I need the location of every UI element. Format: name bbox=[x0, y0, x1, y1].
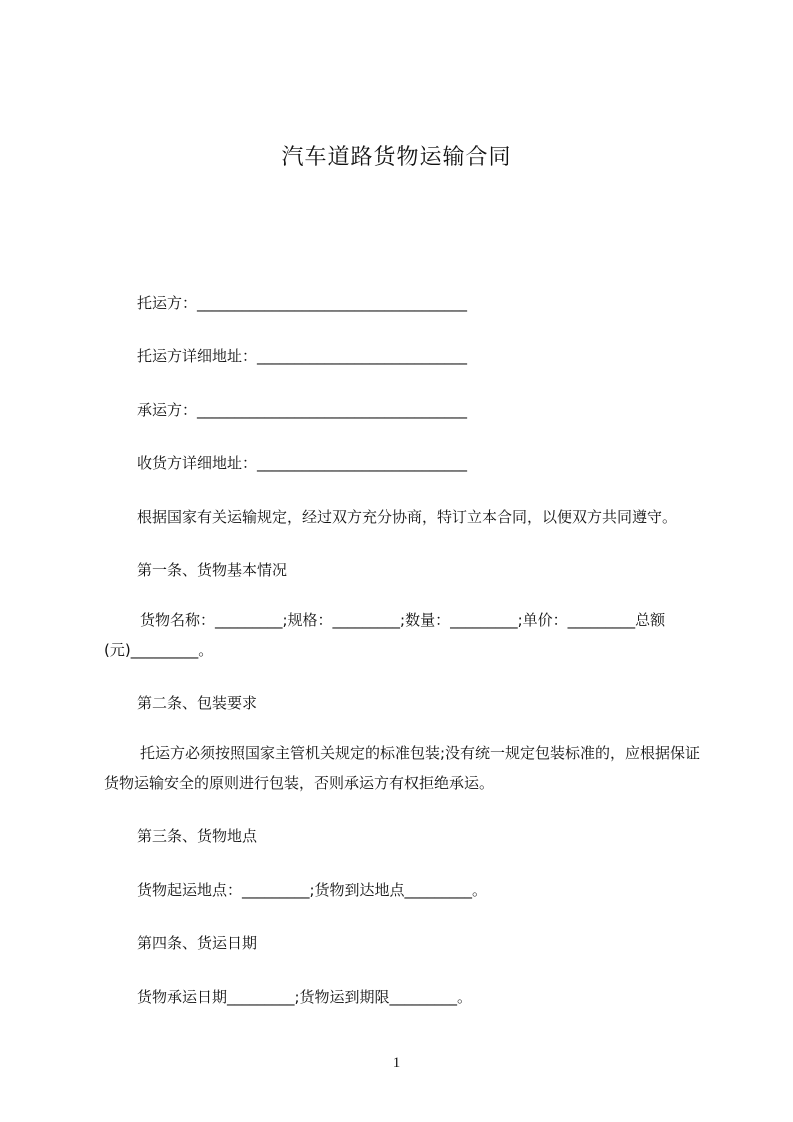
article-2-heading: 第二条、包装要求 bbox=[137, 694, 258, 712]
contract-title: 汽车道路货物运输合同 bbox=[281, 145, 512, 170]
field-shipper-address: 托运方详细地址：____________________________ bbox=[137, 347, 468, 365]
field-consignee-address: 收货方详细地址：____________________________ bbox=[137, 454, 468, 472]
article-1-body: 货物名称：_________;规格：_________;数量：_________;单价：_________总额(元)_________。 bbox=[104, 611, 666, 659]
article-2-body: 托运方必须按照国家主管机关规定的标准包装;没有统一规定包装标准的，应根据保证货物运输安全的原则进行包装，否则承运方有权拒绝承运。 bbox=[104, 744, 701, 792]
article-1-heading: 第一条、货物基本情况 bbox=[137, 561, 288, 579]
article-3-heading: 第三条、货物地点 bbox=[137, 827, 258, 845]
intro-paragraph: 根据国家有关运输规定，经过双方充分协商，特订立本合同，以便双方共同遵守。 bbox=[137, 508, 678, 526]
field-carrier: 承运方：____________________________________ bbox=[137, 401, 468, 419]
article-4-body: 货物承运日期_________;货物运到期限_________。 bbox=[137, 988, 473, 1006]
article-4-heading: 第四条、货运日期 bbox=[137, 934, 258, 952]
page-number: 1 bbox=[392, 1055, 401, 1071]
article-3-body: 货物起运地点：_________;货物到达地点_________。 bbox=[137, 881, 488, 899]
field-shipper: 托运方：____________________________________ bbox=[137, 294, 468, 312]
